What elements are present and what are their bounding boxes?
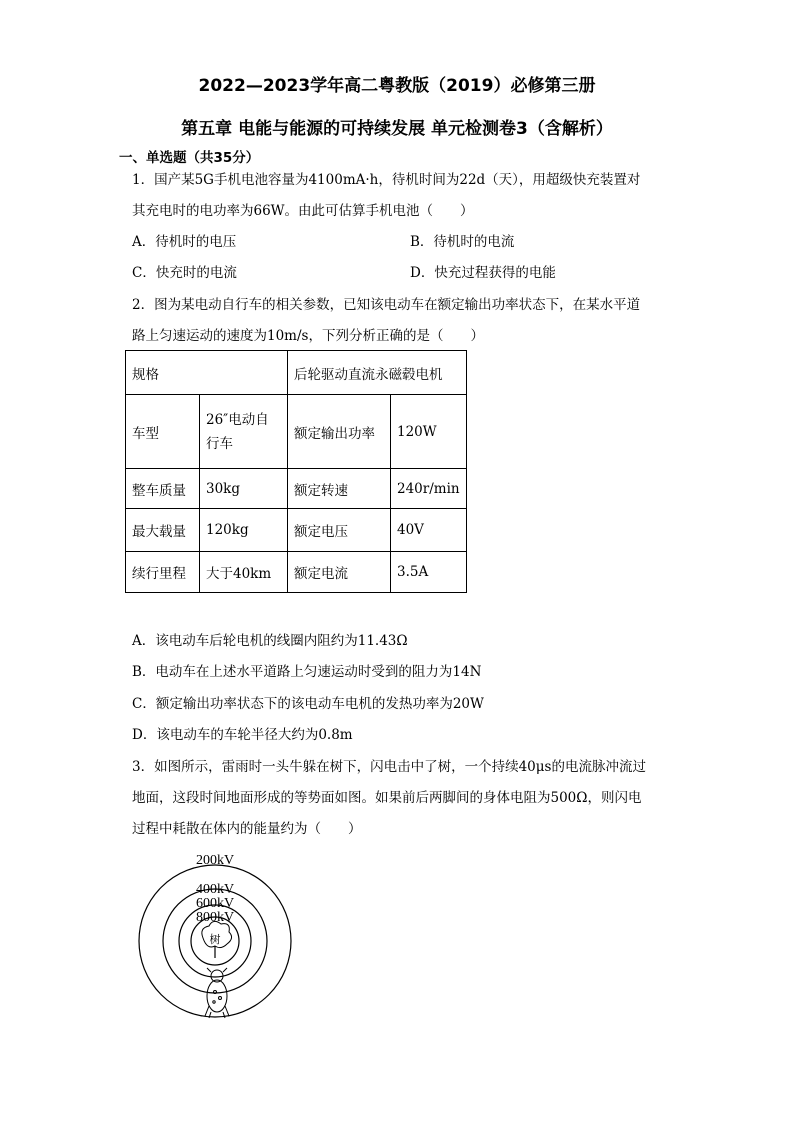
q2-option-c: C．额定输出功率状态下的该电动车电机的发热功率为20W — [132, 696, 484, 712]
table-cell: 120kg — [200, 509, 288, 552]
q2-option-b: B．电动车在上述水平道路上匀速运动时受到的阻力为14N — [132, 664, 482, 680]
q1-stem-line1: 1．国产某5G手机电池容量为4100mA·h，待机时间为22d（天），用超级快充装置对 — [132, 172, 641, 188]
table-cell: 30kg — [200, 469, 288, 509]
table-cell: 额定输出功率 — [288, 395, 391, 469]
table-row — [126, 552, 467, 593]
q3-stem-line1: 3．如图所示，雷雨时一头牛躲在树下，闪电击中了树，一个持续40μs的电流脉冲流过 — [132, 759, 646, 775]
table-row — [126, 395, 467, 469]
table-cell: 续行里程 — [126, 552, 200, 593]
label-800kv: 800kV — [195, 910, 235, 925]
page-subtitle: 第五章 电能与能源的可持续发展 单元检测卷3（含解析） — [181, 119, 613, 139]
q1-stem-line2: 其充电时的电功率为66W。由此可估算手机电池（ ） — [132, 203, 474, 219]
q1-option-a: A．待机时的电压 — [132, 234, 237, 250]
table-cell-line: 行车 — [206, 435, 233, 452]
tree-icon — [202, 921, 232, 958]
table-cell: 最大载量 — [126, 509, 200, 552]
section-heading: 一、单选题（共35分） — [119, 150, 260, 166]
label-200kv: 200kV — [195, 853, 235, 868]
table-row — [126, 351, 467, 395]
q2-option-a: A．该电动车后轮电机的线圈内阻约为11.43Ω — [132, 633, 408, 649]
table-cell — [200, 395, 288, 469]
table-row — [126, 509, 467, 552]
table-cell: 额定转速 — [288, 469, 391, 509]
q2-stem-line2: 路上匀速运动的速度为10m/s，下列分析正确的是（ ） — [132, 328, 484, 344]
table-cell: 后轮驱动直流永磁毂电机 — [288, 351, 467, 395]
page-title: 2022—2023学年高二粤教版（2019）必修第三册 — [198, 76, 596, 96]
q1-option-b: B．待机时的电流 — [410, 234, 515, 250]
q3-stem-line3: 过程中耗散在体内的能量约为（ ） — [132, 821, 362, 837]
table-cell: 车型 — [126, 395, 200, 469]
table-cell: 240r/min — [391, 469, 467, 509]
table-cell-line: 26″电动自 — [206, 411, 269, 428]
table-cell: 整车质量 — [126, 469, 200, 509]
table-cell: 额定电压 — [288, 509, 391, 552]
q3-stem-line2: 地面，这段时间地面形成的等势面如图。如果前后两脚间的身体电阻为500Ω，则闪电 — [132, 790, 642, 806]
table-cell: 额定电流 — [288, 552, 391, 593]
table-cell: 40V — [391, 509, 467, 552]
q2-option-d: D．该电动车的车轮半径大约为0.8m — [132, 727, 353, 743]
table-cell: 120W — [391, 395, 467, 469]
q1-option-d: D．快充过程获得的电能 — [410, 265, 556, 281]
spec-table — [125, 350, 467, 593]
label-400kv: 400kV — [195, 882, 235, 897]
label-600kv: 600kV — [195, 896, 235, 911]
equipotential-figure — [125, 846, 305, 1026]
table-cell: 大于40km — [200, 552, 288, 593]
tree-label: 树 — [209, 934, 221, 946]
q1-option-c: C．快充时的电流 — [132, 265, 237, 281]
q2-stem-line1: 2．图为某电动自行车的相关参数，已知该电动车在额定输出功率状态下，在某水平道 — [132, 297, 641, 313]
table-row — [126, 469, 467, 509]
table-cell: 3.5A — [391, 552, 467, 593]
table-cell: 规格 — [126, 351, 288, 395]
